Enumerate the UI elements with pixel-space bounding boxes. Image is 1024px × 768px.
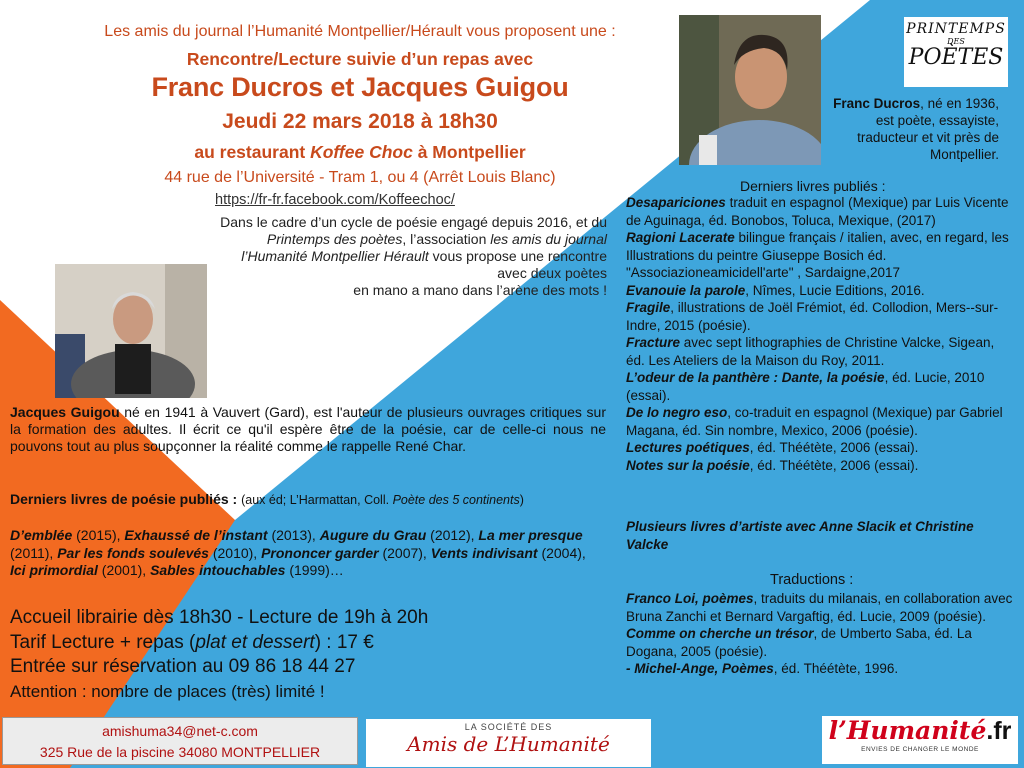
guigou-book-year: (1999)… (285, 562, 344, 578)
contact-address: 325 Rue de la piscine 34080 MONTPELLIER (39, 744, 321, 760)
list-item (626, 334, 1016, 369)
book-details: , éd. Théétète, 2006 (essai). (749, 457, 919, 473)
venue-pre: au restaurant (194, 142, 311, 162)
book-title: Comme on cherche un trésor (626, 626, 814, 641)
list-item (626, 457, 1016, 475)
list-item (626, 404, 1016, 439)
ducros-bio-text: , né en 1936, est poète, essayiste, traducteur et vit près de Montpellier. (857, 96, 999, 162)
guigou-book-year: (2010), (208, 544, 262, 561)
intro-assoc: les amis du journal l’Humanité Montpellier Hérault (241, 231, 607, 264)
book-title: Notes sur la poésie (626, 457, 750, 473)
intro-t5: vous propose une rencontre avec deux poètes (428, 248, 607, 281)
guigou-books-list (10, 527, 595, 580)
book-details: traduit en espagnol (Mexique) par Luis Vicente de Aguinaga, éd. Bonobos, Toluca, Mexique, (2017) (626, 195, 1009, 228)
guigou-bio (10, 404, 606, 455)
price-post: ) : 17 € (314, 631, 374, 653)
guigou-book-year: (2015), (72, 527, 125, 543)
translations-heading: Traductions : (770, 572, 854, 588)
humanite-logo-main: l’Humanité (828, 716, 987, 745)
guigou-bio-text: né en 1941 à Vauvert (Gard), est l'auteur de plusieurs ouvrages critiques sur la formation des adultes. Il écrit ce qu'il espère être de la poésie, car de celle-ci nous ne pouvons tout au plus soupçonner la réalité comme le rappelle René Char. (10, 404, 606, 454)
practical-warning: Attention : nombre de places (très) limité ! (10, 681, 325, 701)
price-italic: plat et dessert (195, 631, 315, 653)
humanite-logo (822, 716, 1018, 764)
list-item (626, 299, 1016, 334)
book-details: bilingue français / italien, avec, en regard, les Illustrations du peintre Giuseppe Bosich éd. "Associazioneamicidell'arte" , Sardaigne,2017 (626, 230, 1009, 280)
guigou-book-title: Ici primordial (10, 562, 98, 578)
facebook-link[interactable]: https://fr-fr.facebook.com/Koffeechoc/ (215, 192, 455, 208)
book-details: , éd. Théétète, 2006 (essai). (749, 440, 919, 455)
guigou-book-year: (2011), (10, 544, 58, 561)
poets-names: Franc Ducros et Jacques Guigou (151, 72, 569, 102)
list-item (626, 590, 1016, 625)
venue-address: 44 rue de l’Université - Tram 1, ou 4 (Arrêt Louis Blanc) (164, 169, 556, 186)
guigou-book-title: D’emblée (10, 527, 73, 543)
guigou-book-title: Prononcer garder (261, 544, 379, 561)
book-details: avec sept lithographies de Christine Valcke, Sigean, éd. Les Ateliers de la Maison du Roy, 2011. (626, 335, 995, 368)
guigou-book-title: Sables intouchables (150, 562, 286, 578)
list-item (626, 369, 1016, 404)
guigou-book-title: La mer presque (478, 527, 583, 543)
practical-info (10, 606, 610, 704)
intro-t3: , l’association (402, 231, 491, 247)
guigou-book-year: (2012), (426, 527, 479, 543)
event-date: Jeudi 22 mars 2018 à 18h30 (222, 110, 498, 133)
printemps-logo-l1: PRINTEMPS (906, 21, 1006, 37)
guigou-books-pub: (aux éd; L’Harmattan, Coll. (241, 493, 393, 507)
ducros-artist-books: Plusieurs livres d’artiste avec Anne Slacik et Christine Valcke (626, 519, 974, 552)
guigou-book-title: Par les fonds soulevés (57, 544, 209, 561)
book-title: Franco Loi, poèmes (626, 591, 754, 606)
list-item (626, 282, 1016, 300)
book-details: , traduits du milanais, en collaboration avec Bruna Zanchi et Bernard Vargaftig, éd. Lucie, 2009 (poésie). (626, 591, 1013, 624)
guigou-name: Jacques Guigou (10, 404, 120, 420)
ducros-books-heading: Derniers livres publiés : (740, 178, 886, 194)
venue (100, 142, 620, 163)
guigou-book-title: Vents indivisant (430, 544, 538, 561)
book-title: Evanouie la parole (626, 282, 746, 298)
printemps-logo-l3: POÈTES (908, 45, 1004, 70)
societe-logo-script: Amis de L’Humanité (407, 732, 610, 756)
list-item (626, 194, 1016, 229)
book-title: - Michel-Ange, Poèmes (626, 661, 774, 676)
guigou-book-year: (2004), (537, 544, 586, 561)
societe-logo-top: LA SOCIÉTÉ DES (464, 722, 553, 732)
guigou-books-title: Derniers livres de poésie publiés : (10, 491, 242, 507)
list-item (626, 625, 1016, 660)
header-subtitle: Rencontre/Lecture suivie d’un repas avec (186, 49, 534, 69)
book-details: , co-traduit en espagnol (Mexique) par Gabriel Magana, éd. Sin nombre, Mexico, 2006 (poésie). (626, 405, 1003, 438)
list-item (626, 229, 1016, 282)
intro-printemps: Printemps des poètes (266, 231, 403, 247)
ducros-books-list (626, 194, 1016, 474)
ducros-photo (679, 15, 821, 165)
translations-list (626, 590, 1016, 678)
book-title: De lo negro eso (626, 405, 728, 420)
practical-schedule: Accueil librairie dès 18h30 - Lecture de 19h à 20h (10, 607, 429, 628)
venue-name: Koffee Choc (310, 142, 413, 162)
book-title: Ragioni Lacerate (626, 230, 735, 245)
practical-reservation: Entrée sur réservation au 09 86 18 44 27 (10, 656, 356, 677)
book-title: Fracture (626, 335, 681, 350)
humanite-logo-tag: ENVIES DE CHANGER LE MONDE (861, 746, 979, 753)
guigou-books-heading (10, 491, 610, 507)
guigou-books-close: ) (519, 493, 524, 507)
book-details: , éd. Théétète, 1996. (773, 661, 899, 676)
societe-logo (366, 719, 651, 767)
printemps-logo-l2: DES (947, 37, 965, 46)
book-details: , illustrations de Joël Frémiot, éd. Collodion, Mers--sur-Indre, 2015 (poésie). (626, 300, 999, 333)
book-details: , éd. Lucie, 2010 (essai). (626, 370, 985, 403)
ducros-bio (823, 95, 999, 163)
guigou-book-year: (2007), (378, 544, 431, 561)
book-title: L’odeur de la panthère : Dante, la poésie (626, 370, 885, 385)
price-pre: Tarif Lecture + repas ( (10, 631, 196, 653)
book-details: , de Umberto Saba, éd. La Dogana, 2005 (poésie). (626, 626, 972, 659)
ducros-name: Franc Ducros (833, 96, 921, 111)
guigou-books-coll: Poète des 5 continents (392, 493, 520, 507)
header-intro: Les amis du journal l’Humanité Montpellier/Hérault vous proposent une : (104, 23, 616, 40)
venue-post: à Montpellier (412, 142, 526, 162)
book-title: Desapariciones (626, 195, 726, 210)
list-item (626, 660, 1016, 678)
contact-email[interactable]: amishuma34@net-c.com (102, 723, 258, 739)
contact-box (2, 717, 358, 765)
intro-paragraph (215, 214, 607, 299)
practical-price (10, 631, 610, 656)
guigou-book-title: Augure du Grau (319, 527, 427, 543)
guigou-photo (55, 264, 207, 398)
intro-t6: en mano a mano dans l’arène des mots ! (353, 282, 607, 298)
book-title: Fragile (626, 300, 671, 315)
humanite-logo-fr: .fr (986, 717, 1012, 745)
printemps-logo (904, 17, 1008, 87)
guigou-book-year: (2001), (97, 562, 151, 578)
guigou-book-title: Exhaussé de l’instant (124, 527, 268, 543)
guigou-book-year: (2013), (267, 527, 320, 543)
book-title: Lectures poétiques (626, 440, 750, 455)
intro-t1: Dans le cadre d’un cycle de poésie engagé depuis 2016, et du (220, 214, 607, 230)
list-item (626, 439, 1016, 457)
book-details: , Nîmes, Lucie Editions, 2016. (745, 282, 925, 298)
